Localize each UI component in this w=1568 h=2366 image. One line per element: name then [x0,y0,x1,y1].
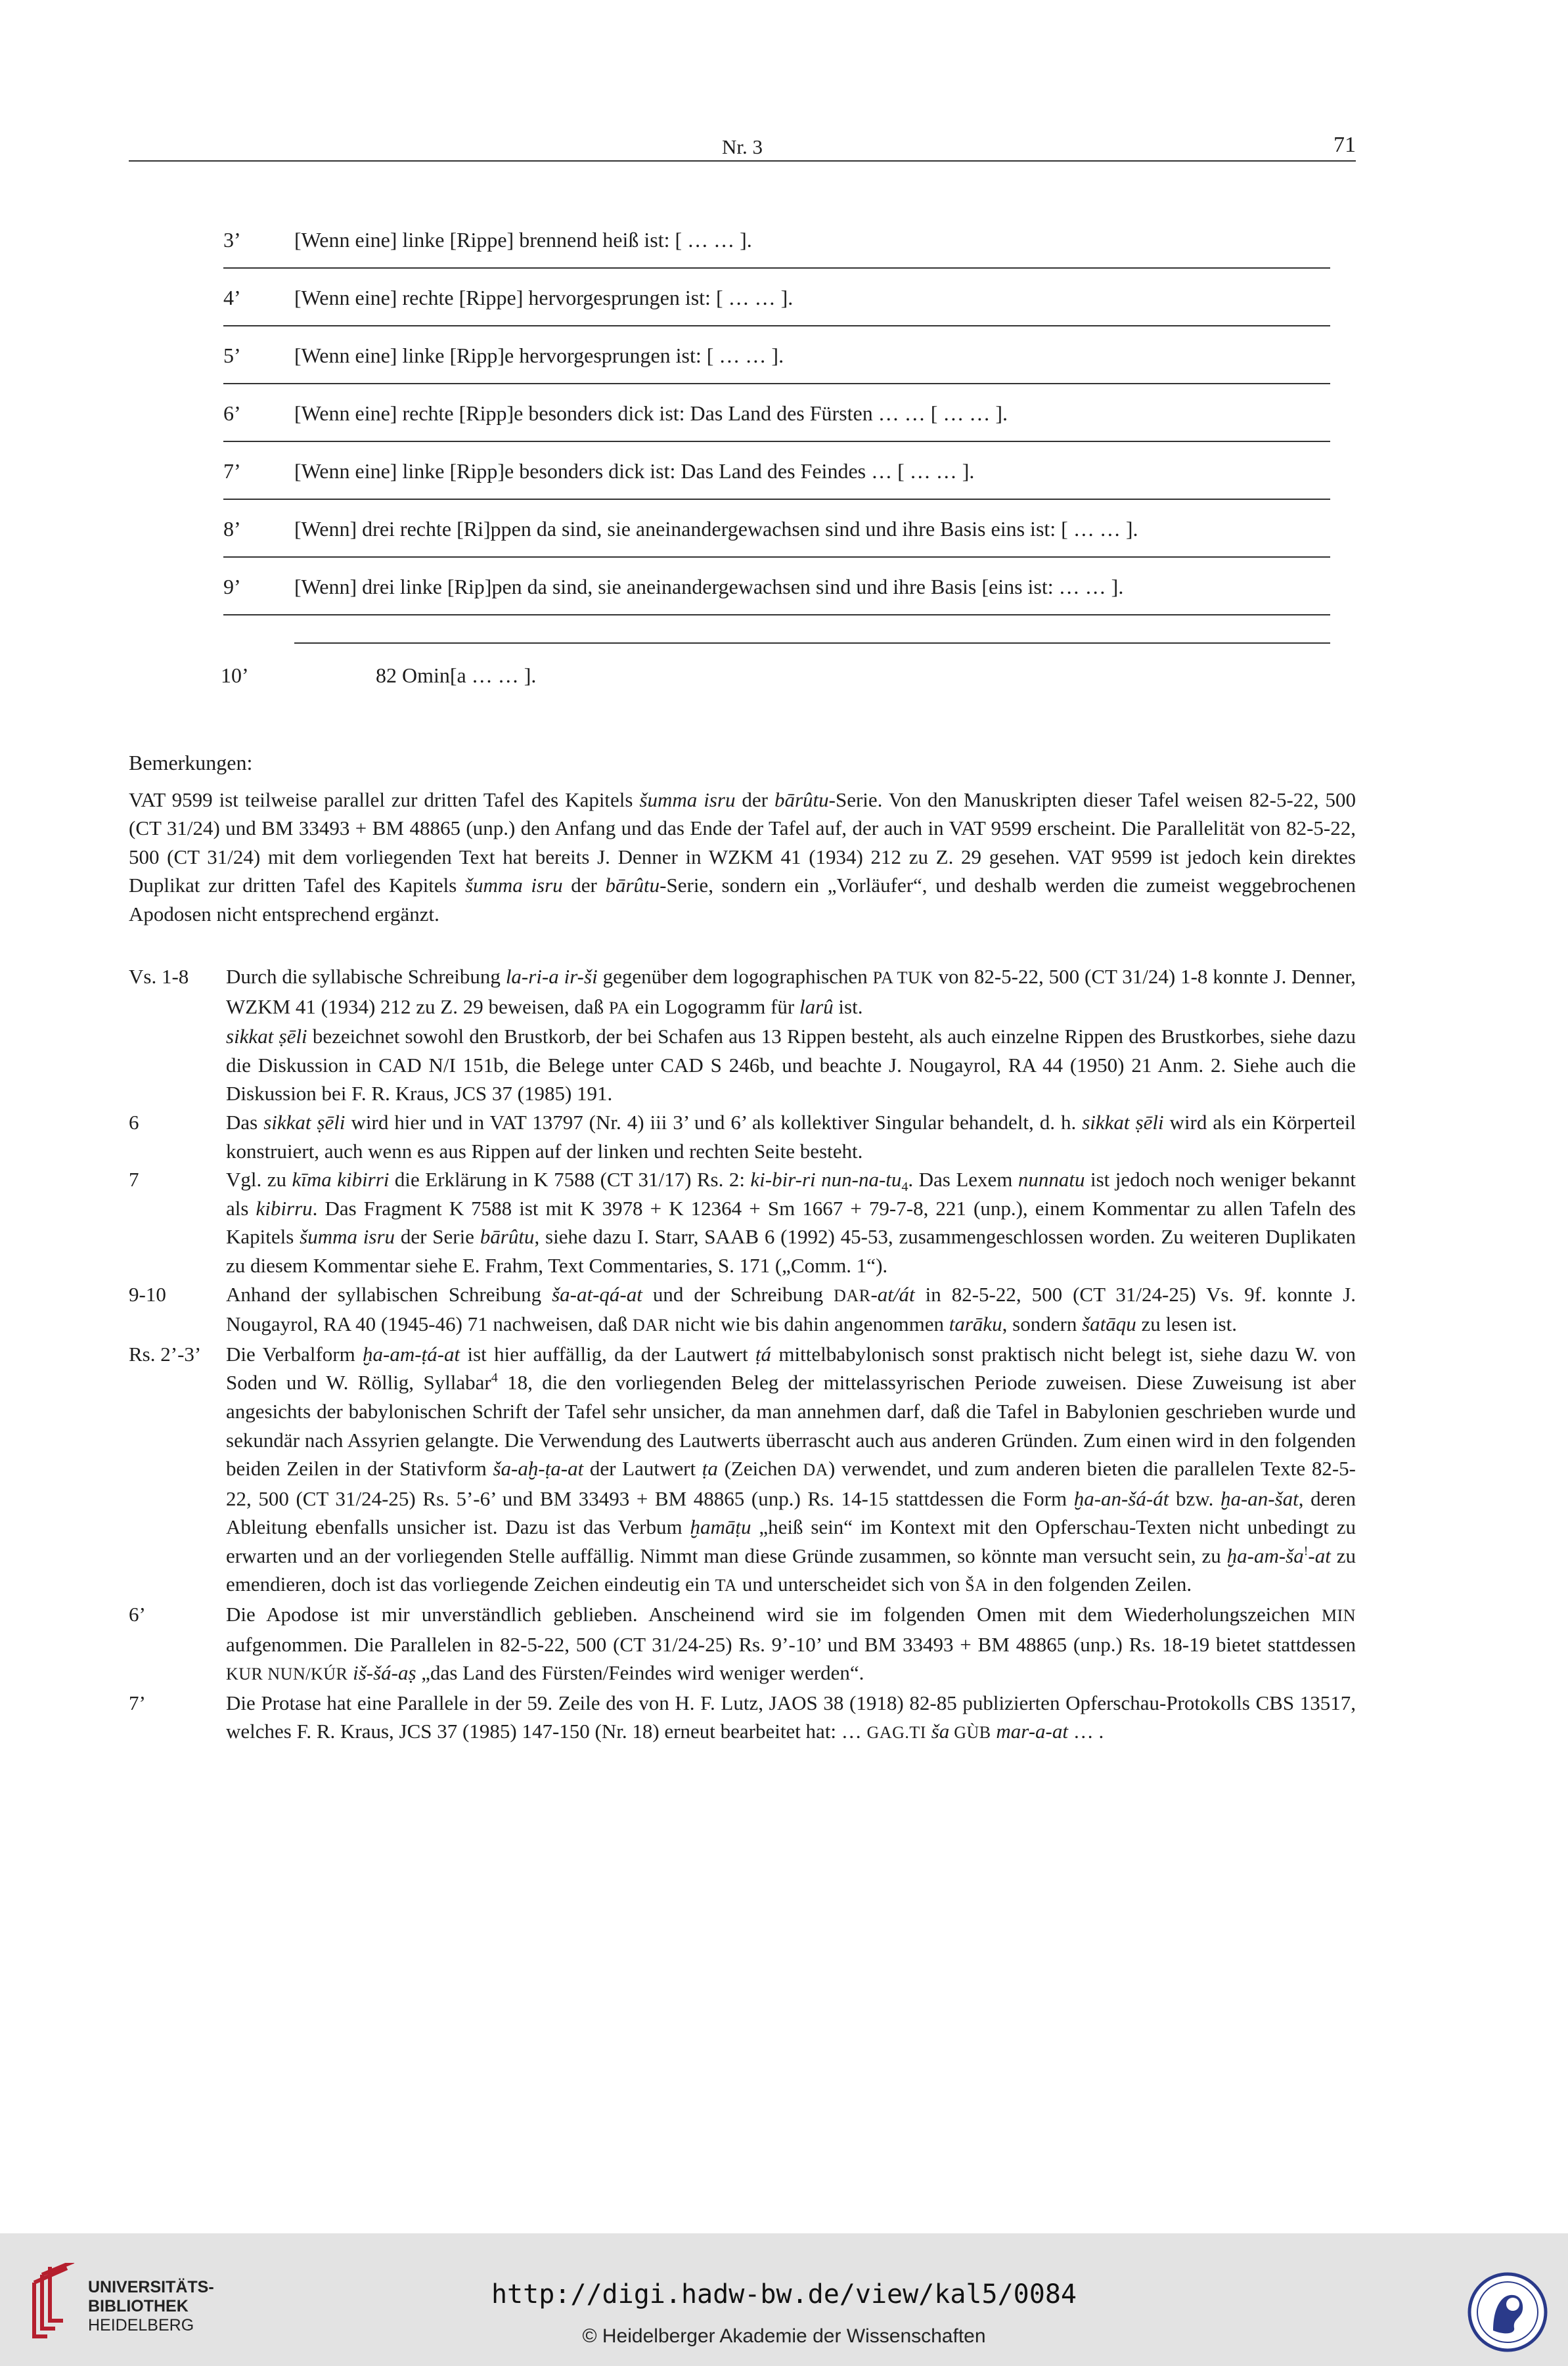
translation-line [223,344,1330,384]
note-reference: 9-10 [129,1282,166,1306]
translation-line [223,228,1330,269]
commentary-notes [129,962,1356,1747]
line-text: [Wenn eine] linke [Rippe] brennend heiß ist: [ … … ]. [294,228,752,252]
note-body: Die Protase hat eine Parallele in der 59. Zeile des von H. F. Lutz, JAOS 38 (1918) 82-85 publizierten Opferschau-Protokolls CBS 13517, welches F. R. Kraus, JCS 37 (1985) 147-150 (Nr. 18) erneut bearbeitet hat: … GAG.TI ša GÙB mar-a-at … . [226,1691,1356,1743]
copyright-notice: © Heidelberger Akademie der Wissenschaften [582,2325,986,2347]
note-reference: 6’ [129,1603,146,1626]
note-rs-6 [129,1600,1356,1689]
remarks-paragraph: VAT 9599 ist teilweise parallel zur dritten Tafel des Kapitels šumma isru der bārûtu-Serie. Von den Manuskripten dieser Tafel weisen 82-5-22, 500 (CT 31/24) und BM 33493 + BM 48865 (unp.) den Anfang und das Ende der Tafel auf, der auch in VAT 9599 erscheint. Die Parallelität von 82-5-22, 500 (CT 31/24) mit dem vorliegenden Text hat bereits J. Denner in WZKM 41 (1934) 212 zu Z. 29 gesehen. VAT 9599 ist jedoch kein direktes Duplikat zur dritten Tafel des Kapitels šumma isru der bārûtu-Serie, sondern ein „Vorläufer“, und deshalb werden die zumeist weggebrochenen Apodosen nicht entsprechend ergänzt. [129,788,1356,926]
line-number: 3’ [223,228,241,252]
source-url-link[interactable]: http://digi.hadw-bw.de/view/kal5/0084 [491,2279,1077,2310]
note-body: Vgl. zu kīma kibirri die Erklärung in K 7588 (CT 31/17) Rs. 2: ki-bir-ri nun-$na-tu_4$. Das Lexem nunnatu ist jedoch noch weniger bekannt als kibirru. Das Fragment K 7588 ist mit K 3978 + K 12364 + Sm 1667 + 79-7-8, 221 (unp.), einem Kommentar zu allen Tafeln des Kapitels šumma isru der Serie bārûtu, siehe dazu I. Starr, SAAB 6 (1992) 45-53, zusammengeschlossen worden. Zu weiteren Duplikaten zu diesem Kommentar siehe E. Frahm, Text Commentaries, S. 171 („Comm. 1“). [226,1168,1356,1277]
academy-seal-icon[interactable] [1467,2271,1548,2353]
remarks-heading: Bemerkungen: [129,751,253,774]
line-number: 9’ [223,575,241,598]
line-text: [Wenn eine] rechte [Rippe] hervorgesprungen ist: [ … … ]. [294,286,794,309]
note-reference: 7’ [129,1691,146,1714]
footer-band [0,2233,1568,2366]
page-number: 71 [1333,133,1356,157]
note-body: Das sikkat ṣēli wird hier und in VAT 13797 (Nr. 4) iii 3’ und 6’ als kollektiver Singular behandelt, d. h. sikkat ṣēli wird als ein Körperteil konstruiert, auch wenn es aus Rippen auf der linken und rechten Seite besteht. [226,1110,1356,1163]
line-number: 4’ [223,286,241,309]
translation-line [223,286,1330,326]
note-reference: Rs. 2’-3’ [129,1342,202,1366]
note-body: Durch die syllabische Schreibung la-ri-a ir-ši gegenüber dem logographischen PA TUK von 82-5-22, 500 (CT 31/24) 1-8 konnte J. Denner, WZKM 41 (1934) 212 zu Z. 29 beweisen, daß PA ein Logogramm für larû ist. sikkat ṣēli bezeichnet sowohl den Brustkorb, der bei Schafen aus 13 Rippen besteht, als auch einzelne Rippen des Brustkorbes, siehe dazu die Diskussion in CAD N/I 151b, die Belege unter CAD S 246b, und beachte J. Nougayrol, RA 44 (1950) 21 Anm. 2. Siehe auch die Diskussion bei F. R. Kraus, JCS 37 (1985) 191. [226,965,1356,1105]
note-body: Die Verbalform ḫa-am-ṭá-at ist hier auffällig, da der Lautwert ṭá mittelbabylonisch sonst praktisch nicht belegt ist, siehe dazu W. von Soden und W. Röllig, Syllabar$^4$ 18, die den vorliegenden Beleg der mittelassyrischen Periode zuweisen. Diese Zuweisung ist aber angesichts der babylonischen Schrift der Tafel sehr unsicher, da man annehmen darf, daß die Tafel in Babylonien geschrieben wurde und sekundär nach Assyrien gelangte. Die Verwendung des Lautwerts überrascht auch aus anderen Gründen. Zum einen wird in den folgenden beiden Zeilen in der Stativform ša-aḫ-ṭa-at der Lautwert ṭa (Zeichen DA) verwendet, und zum anderen bieten die parallelen Texte 82-5-22, 500 (CT 31/24-25) Rs. 5’-6’ und BM 33493 + BM 48865 (unp.) Rs. 14-15 stattdessen die Form ḫa-an-šá-át bzw. ḫa-an-šat, deren Ableitung ebenfalls unsicher ist. Dazu ist das Verbum ḫamāṭu „heiß sein“ im Kontext mit den Opferschau-Texten nicht unbedingt zu erwarten und an der vorliegenden Stelle auffällig. Nimmt man diese Gründe zusammen, so könnte man versucht sein, zu ḫa-am-ša!-at zu emendieren, doch ist das vorliegende Zeichen eindeutig ein TA und unterscheidet sich von ŠA in den folgenden Zeilen. [226,1342,1356,1596]
library-name[interactable]: UNIVERSITÄTS- BIBLIOTHEK HEIDELBERG [88,2278,214,2334]
note-reference: Vs. 1-8 [129,965,189,988]
line-text: 82 Omin[a … … ]. [376,663,537,687]
translation-line [223,517,1330,558]
divider-rule [294,642,1330,644]
note-line-7 [129,1165,1356,1280]
line-number: 8’ [223,517,241,541]
line-text: [Wenn] drei rechte [Ri]ppen da sind, sie aneinandergewachsen sind und ihre Basis eins ist: [ … … ]. [294,517,1138,541]
translation-line [223,401,1330,442]
note-body: Anhand der syllabischen Schreibung ša-at-qá-at und der Schreibung DAR-at/át in 82-5-22, 500 (CT 31/24-25) Vs. 9f. konnte J. Nougayrol, RA 40 (1945-46) 71 nachweisen, daß DAR nicht wie bis dahin angenommen tarāku, sondern šatāqu zu lesen ist. [226,1282,1356,1336]
translation-line [223,459,1330,500]
note-line-9-10 [129,1280,1356,1340]
running-header [129,131,1356,162]
line-text: [Wenn eine] linke [Ripp]e hervorgesprungen ist: [ … … ]. [294,344,784,367]
line-number: 7’ [223,459,241,483]
line-number: 5’ [223,344,241,367]
note-vs-1-8 [129,962,1356,1108]
line-text: [Wenn] drei linke [Rip]pen da sind, sie aneinandergewachsen sind und ihre Basis [eins ist: … … ]. [294,575,1124,598]
note-body: Die Apodose ist mir unverständlich geblieben. Anscheinend wird sie im folgenden Omen mit dem Wiederholungszeichen MIN aufgenommen. Die Parallelen in 82-5-22, 500 (CT 31/24-25) Rs. 9’-10’ und BM 33493 + BM 48865 (unp.) Rs. 18-19 bietet stattdessen KUR NUN/KÚR iš-šá-aṣ „das Land des Fürsten/Feindes wird weniger werden“. [226,1603,1356,1685]
header-section-label: Nr. 3 [722,135,763,158]
line-number: 10’ [221,663,249,687]
line-text: [Wenn eine] rechte [Ripp]e besonders dick ist: Das Land des Fürsten … … [ … … ]. [294,401,1008,425]
note-rs-2-3 [129,1340,1356,1600]
note-reference: 7 [129,1168,139,1192]
note-rs-7 [129,1689,1356,1747]
translation-line [223,575,1330,615]
note-line-6 [129,1108,1356,1165]
note-reference: 6 [129,1110,139,1134]
line-text: [Wenn eine] linke [Ripp]e besonders dick ist: Das Land des Feindes … [ … … ]. [294,459,975,483]
line-number: 6’ [223,401,241,425]
